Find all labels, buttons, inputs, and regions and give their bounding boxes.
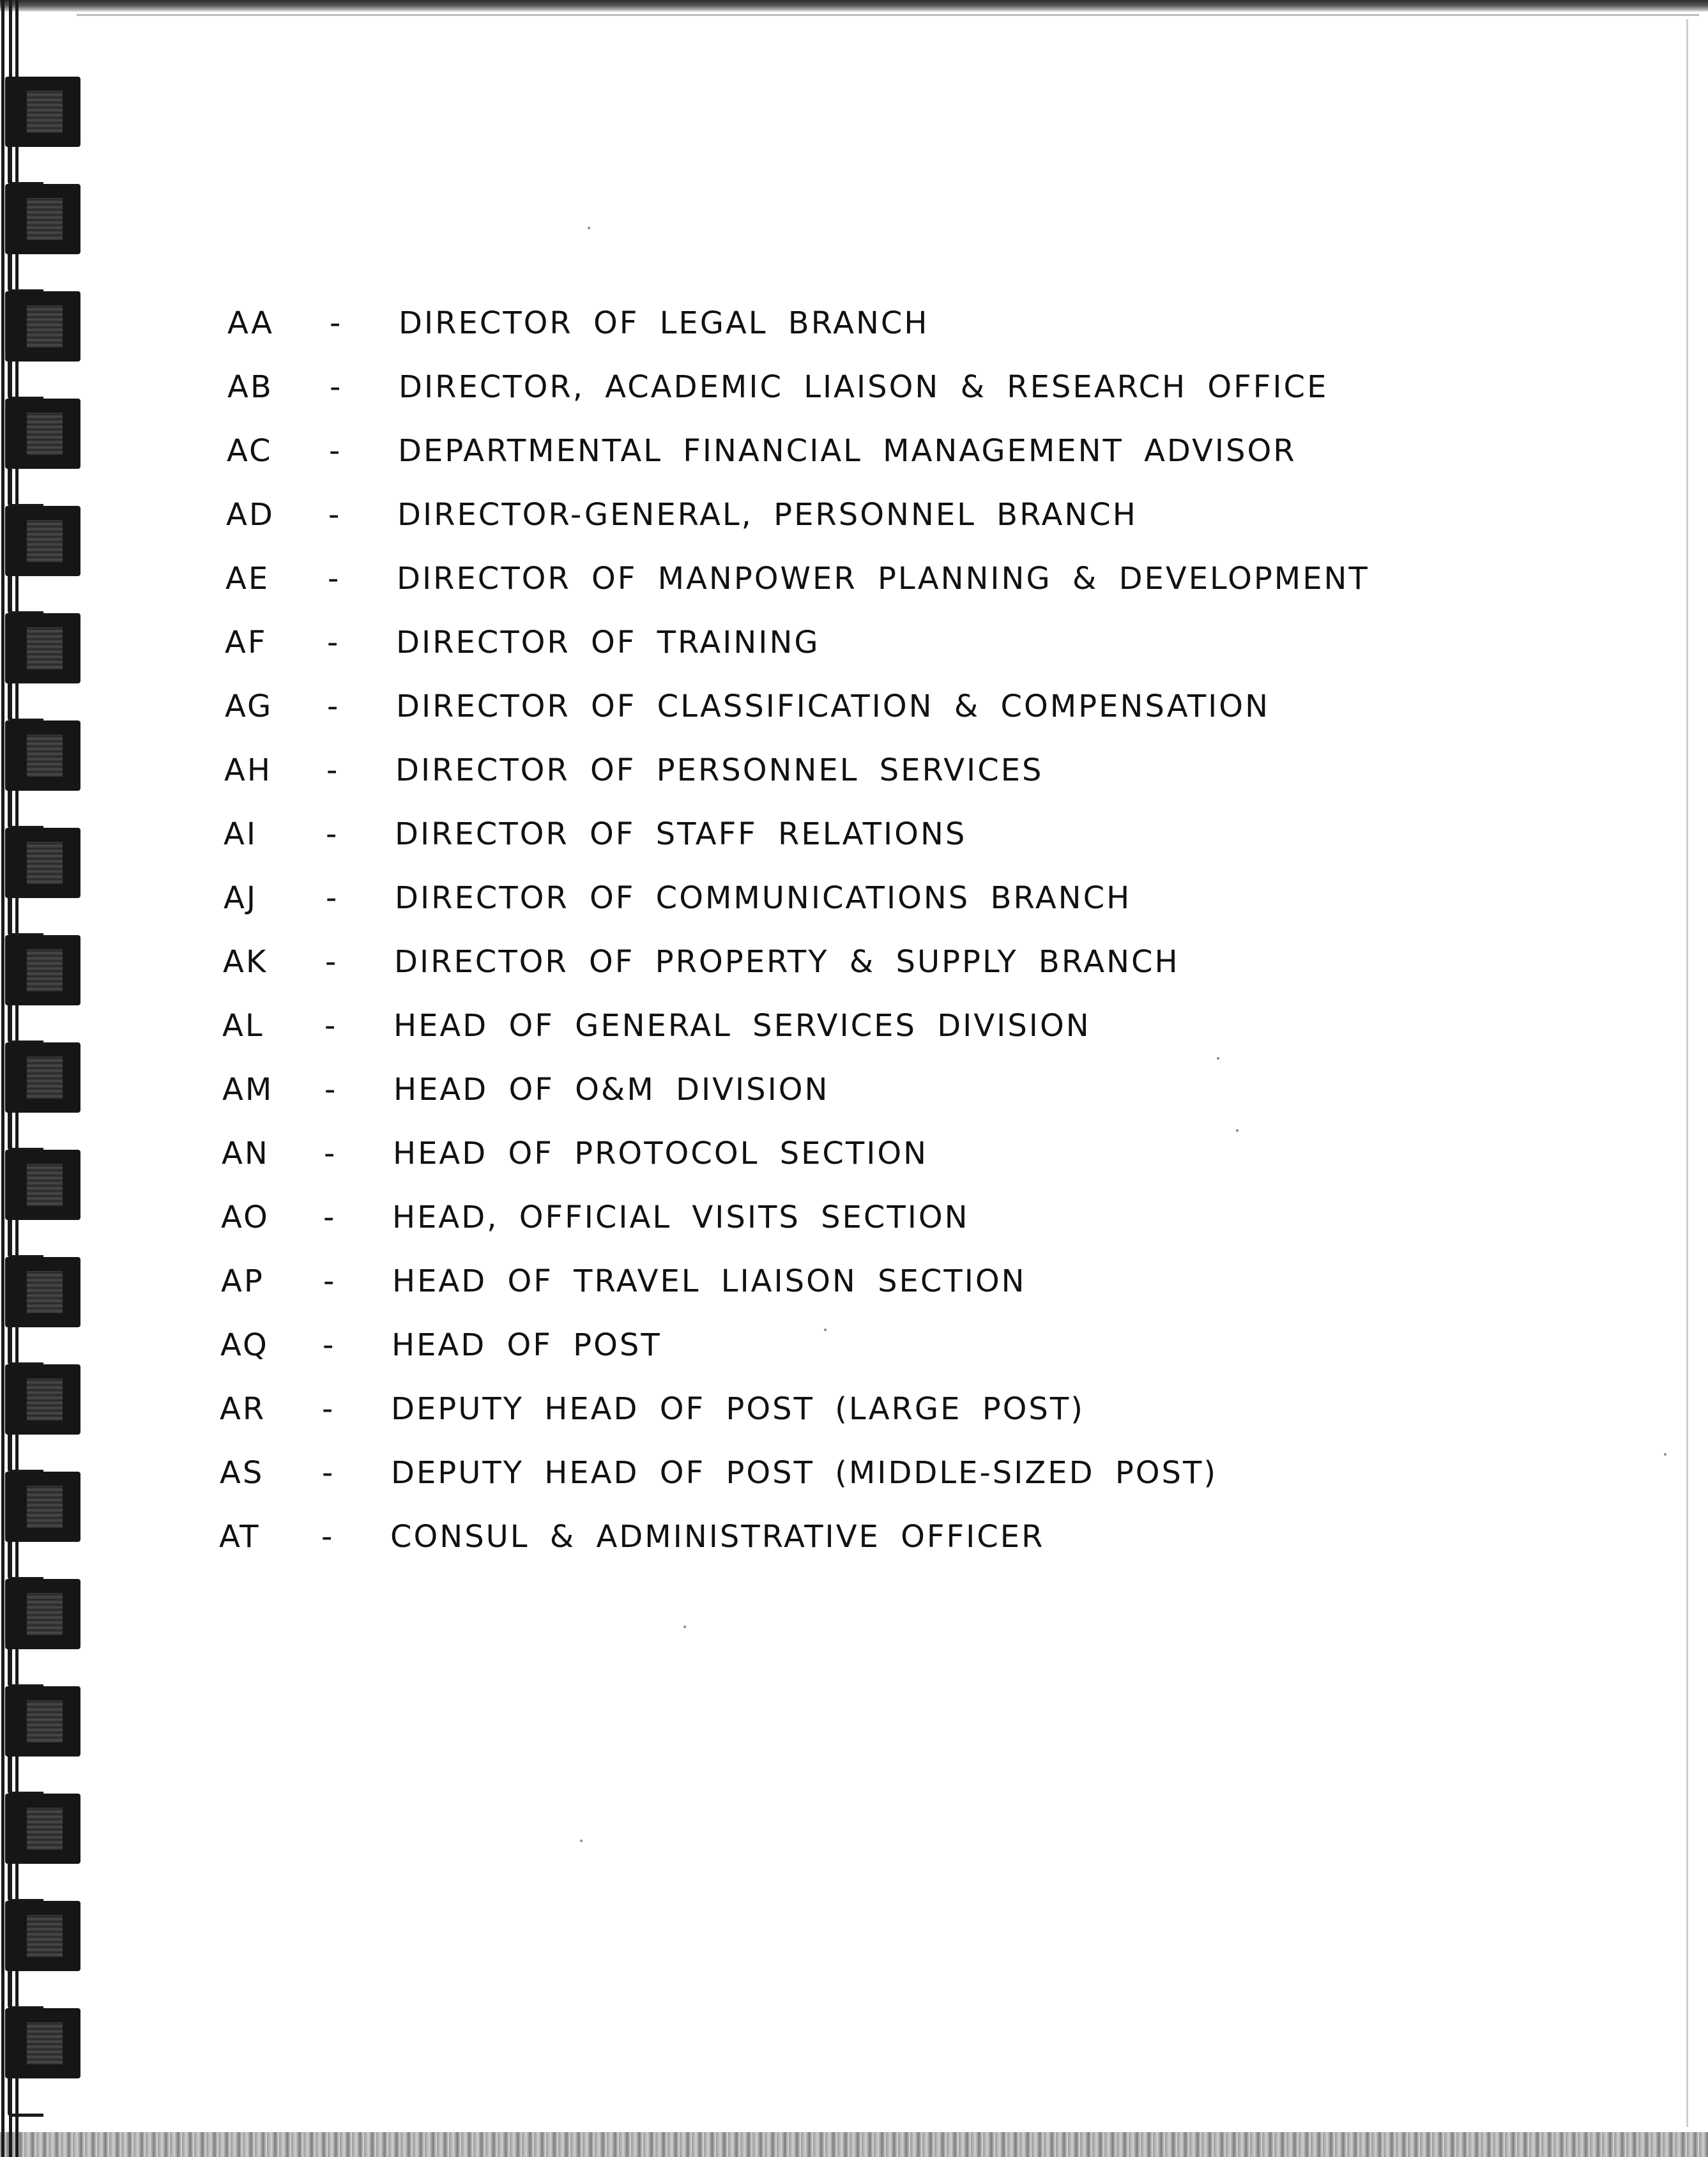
entry-dash: - — [323, 1327, 336, 1363]
entry-code: AN — [222, 1136, 270, 1171]
entry-dash: - — [321, 1519, 335, 1555]
entry-title: DIRECTOR-GENERAL, PERSONNEL BRANCH — [397, 497, 1138, 533]
entry-title: DEPUTY HEAD OF POST (LARGE POST) — [391, 1391, 1085, 1427]
entry-dash: - — [323, 1263, 337, 1299]
entry-dash: - — [326, 752, 340, 788]
entry-dash: - — [324, 1072, 338, 1108]
entry-code: AK — [223, 944, 268, 980]
entry-code: AR — [220, 1391, 266, 1427]
entry-title: HEAD OF POST — [392, 1327, 662, 1363]
entry-dash: - — [326, 816, 339, 852]
entry-code: AD — [226, 497, 275, 533]
entry-dash: - — [330, 369, 343, 405]
entry-code: AC — [227, 433, 273, 469]
entry-dash: - — [325, 944, 339, 980]
entry-code: AE — [225, 561, 270, 597]
entry-code: AG — [225, 689, 273, 724]
entry-dash: - — [323, 1200, 337, 1235]
entry-title: HEAD OF TRAVEL LIAISON SECTION — [392, 1263, 1026, 1299]
entry-title: HEAD, OFFICIAL VISITS SECTION — [392, 1200, 970, 1235]
entry-dash: - — [329, 433, 342, 469]
entry-dash: - — [324, 1136, 337, 1171]
entry-code: AJ — [224, 880, 257, 916]
entry-title: DIRECTOR OF MANPOWER PLANNING & DEVELOPMENT — [397, 561, 1369, 597]
entry-code: AM — [222, 1072, 274, 1108]
entry-title: DEPARTMENTAL FINANCIAL MANAGEMENT ADVISOR — [398, 433, 1297, 469]
entry-title: DIRECTOR OF TRAINING — [396, 625, 820, 660]
entry-dash: - — [322, 1391, 335, 1427]
entry-code: AP — [221, 1263, 264, 1299]
entry-dash: - — [327, 625, 340, 660]
entry-dash: - — [328, 561, 341, 597]
entry-code: AT — [219, 1519, 261, 1555]
entry-title: DIRECTOR OF CLASSIFICATION & COMPENSATION — [396, 689, 1270, 724]
entry-code: AI — [224, 816, 257, 852]
entry-code: AO — [221, 1200, 270, 1235]
entry-code: AA — [227, 305, 275, 341]
entry-title: DIRECTOR OF COMMUNICATIONS BRANCH — [395, 880, 1132, 916]
entry-code: AB — [227, 369, 273, 405]
entry-code: AL — [222, 1008, 264, 1044]
entry-title: DEPUTY HEAD OF POST (MIDDLE-SIZED POST) — [391, 1455, 1218, 1491]
entry-dash: - — [327, 689, 340, 724]
entry-title: DIRECTOR OF PERSONNEL SERVICES — [395, 752, 1044, 788]
entry-title: HEAD OF PROTOCOL SECTION — [393, 1136, 929, 1171]
entry-dash: - — [322, 1455, 335, 1491]
entry-dash: - — [324, 1008, 338, 1044]
entry-title: HEAD OF GENERAL SERVICES DIVISION — [393, 1008, 1091, 1044]
entry-dash: - — [326, 880, 339, 916]
entry-code: AQ — [220, 1327, 269, 1363]
entry-code: AF — [225, 625, 268, 660]
entry-code: AS — [220, 1455, 264, 1491]
entry-title: DIRECTOR OF PROPERTY & SUPPLY BRANCH — [394, 944, 1180, 980]
entry-dash: - — [328, 497, 342, 533]
entry-title: CONSUL & ADMINISTRATIVE OFFICER — [390, 1519, 1045, 1555]
entry-title: HEAD OF O&M DIVISION — [393, 1072, 830, 1108]
entry-code: AH — [224, 752, 272, 788]
entry-title: DIRECTOR OF STAFF RELATIONS — [395, 816, 967, 852]
entry-dash: - — [330, 305, 343, 341]
entry-title: DIRECTOR OF LEGAL BRANCH — [399, 305, 929, 341]
entry-title: DIRECTOR, ACADEMIC LIAISON & RESEARCH OFFICE — [399, 369, 1329, 405]
